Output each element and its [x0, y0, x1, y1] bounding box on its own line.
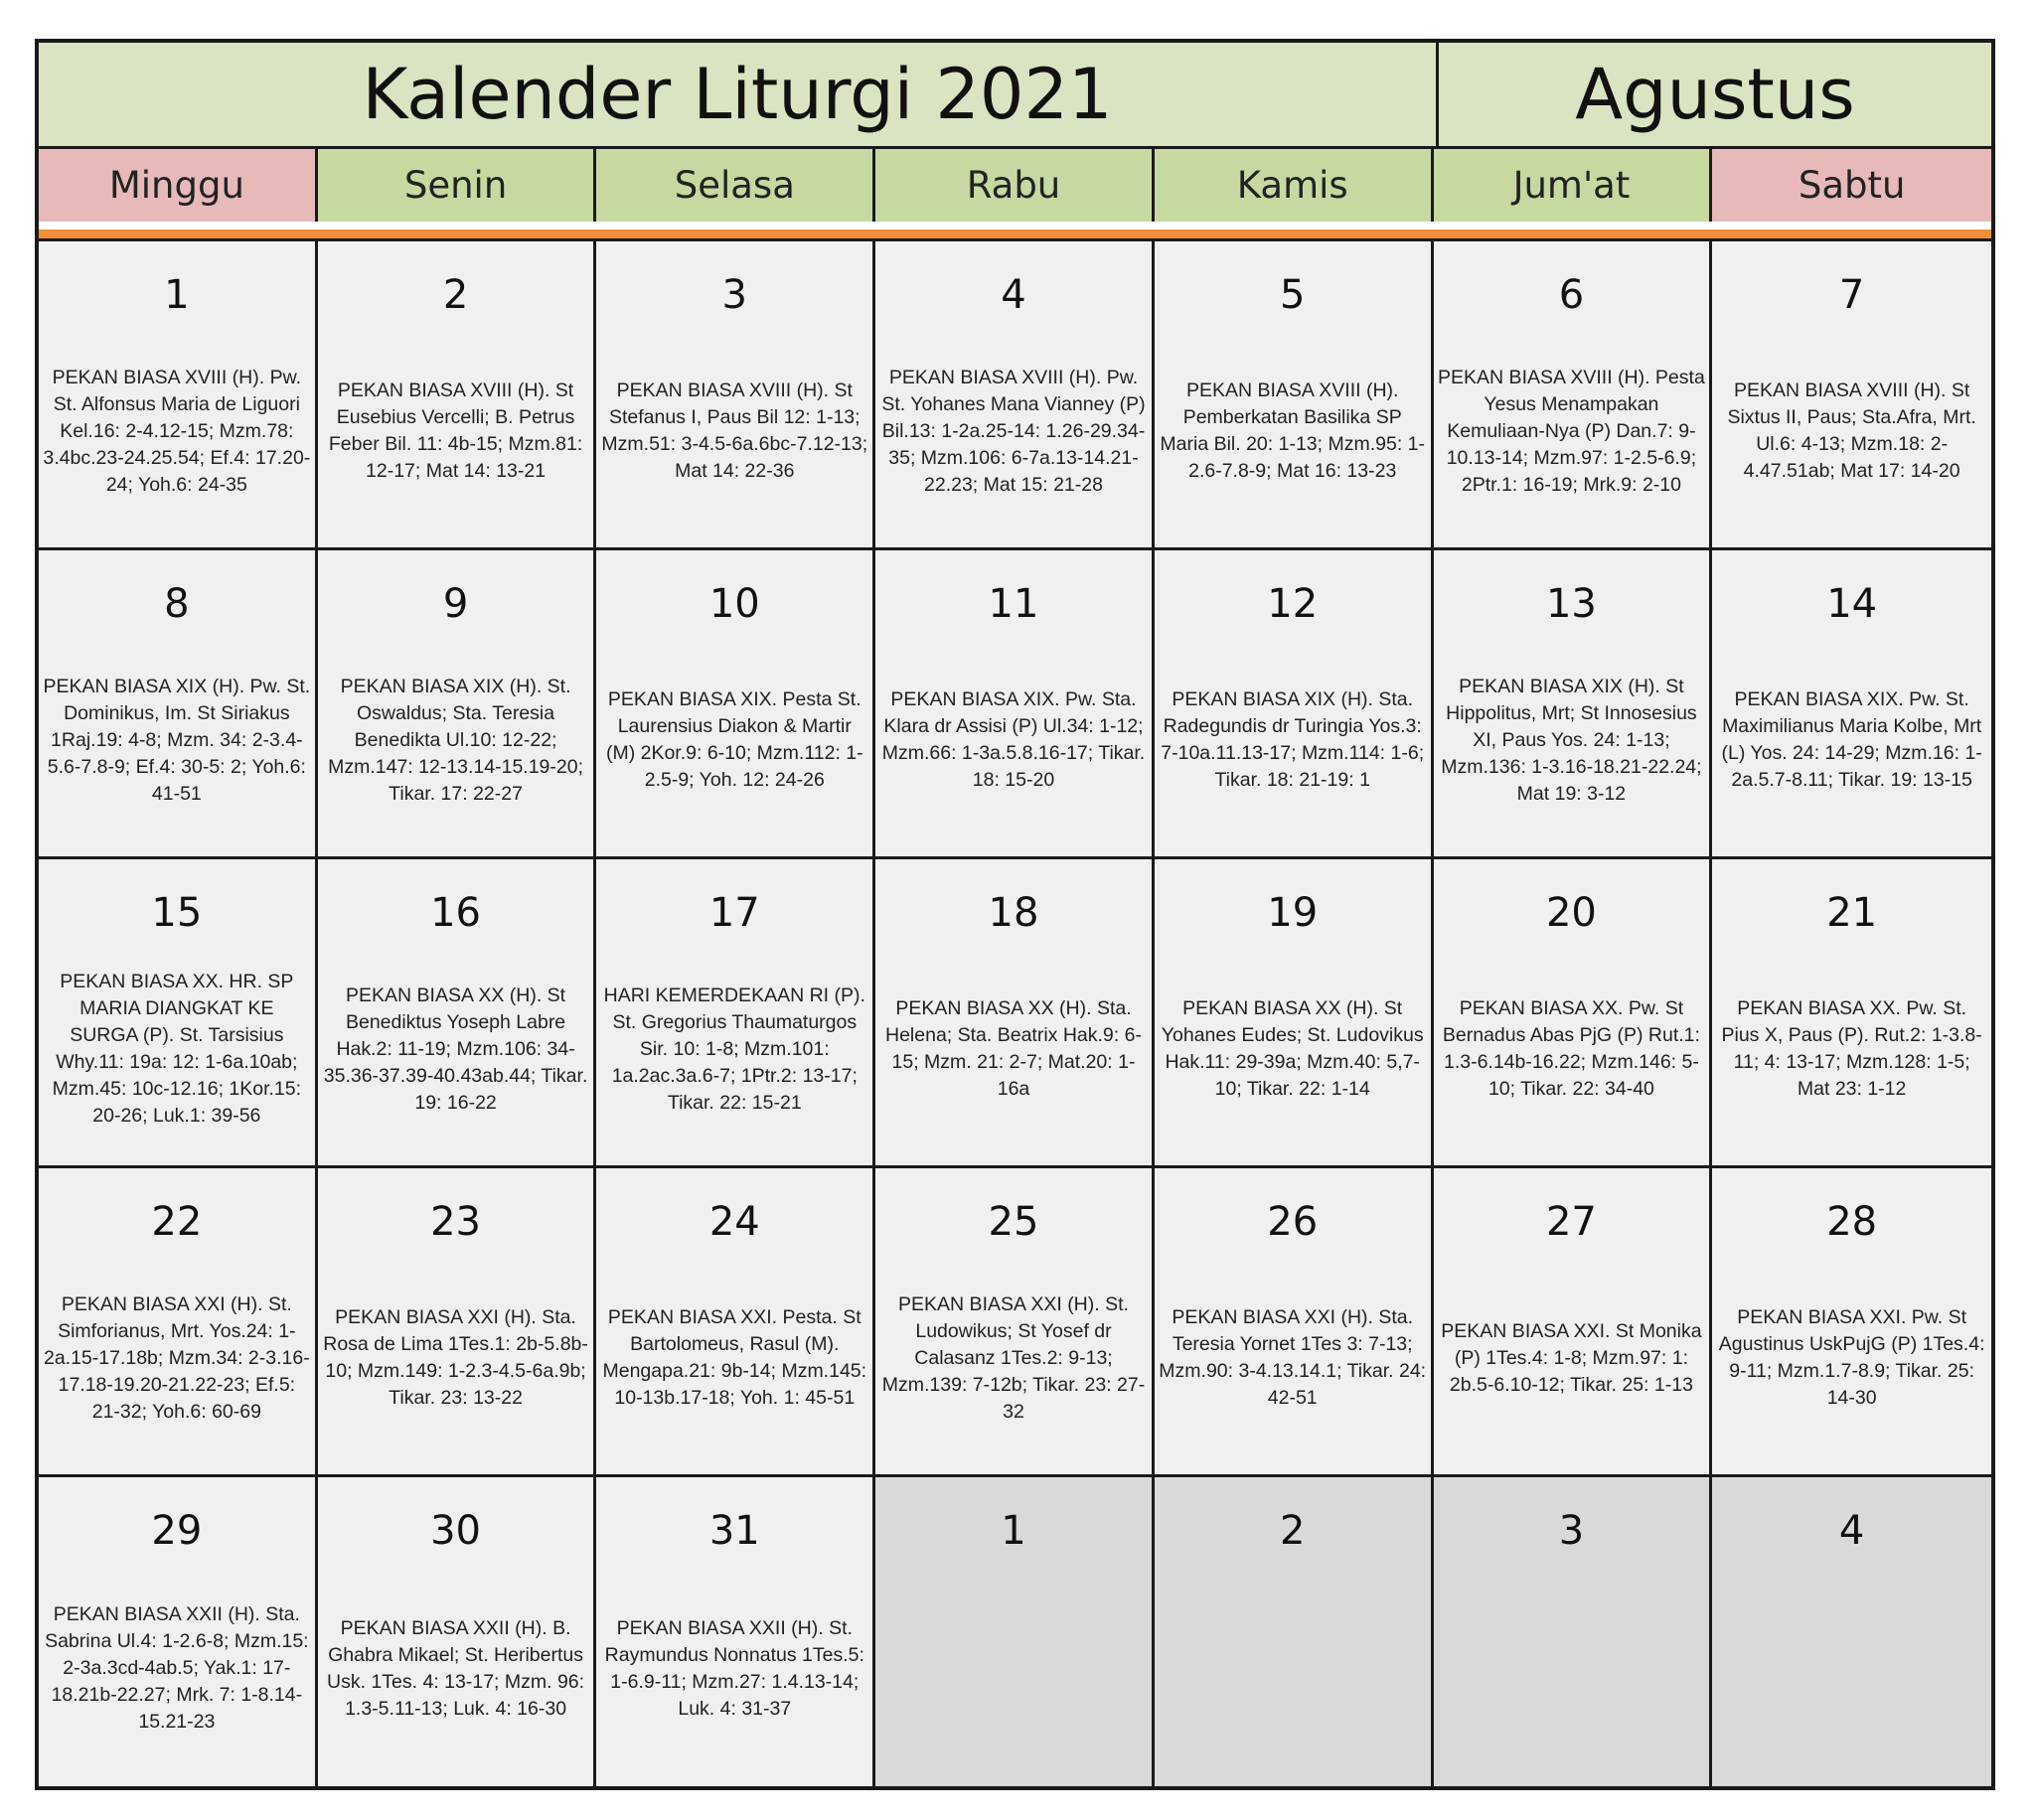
day-number: 30: [430, 1508, 482, 1554]
day-cell: [39, 550, 318, 859]
day-cell: [875, 859, 1155, 1168]
day-number: 5: [1279, 272, 1306, 318]
day-cell: [1434, 241, 1713, 550]
day-number: 4: [1838, 1508, 1865, 1554]
day-number: 11: [988, 581, 1039, 627]
day-number: 23: [430, 1199, 482, 1245]
weekday-header-wednesday: Rabu: [875, 149, 1155, 222]
day-number: 6: [1558, 272, 1585, 318]
day-note-area: [39, 628, 315, 856]
day-note-area: [1434, 1555, 1710, 1786]
day-note-area: [1155, 937, 1431, 1165]
liturgical-calendar: [35, 39, 1995, 1790]
day-grid: [39, 241, 1991, 1786]
day-cell-next-month: [1434, 1477, 1713, 1786]
day-cell: [1155, 241, 1434, 550]
day-cell: [596, 859, 875, 1168]
weekday-header-row: [39, 149, 1991, 222]
day-note-area: [1434, 937, 1710, 1165]
day-number: 19: [1267, 890, 1319, 936]
liturgical-note: PEKAN BIASA XIX. Pw. Sta. Klara dr Assisi (P) Ul.34: 1-12; Mzm.66: 1-3a.5.8.16-17; Tikar. 18: 15-20: [881, 688, 1146, 791]
day-cell: [318, 241, 597, 550]
day-note-area: [318, 937, 594, 1165]
day-note-area: [1712, 937, 1991, 1165]
day-number: 24: [708, 1199, 760, 1245]
day-number: 3: [721, 272, 747, 318]
day-cell: [318, 1168, 597, 1477]
day-number: 25: [988, 1199, 1039, 1245]
day-note-area: [39, 1555, 315, 1786]
day-note-area: [596, 1246, 872, 1474]
liturgical-note: PEKAN BIASA XX. HR. SP MARIA DIANGKAT KE SURGA (P). St. Tarsisius Why.11: 19a: 12: 1-6a.10ab; Mzm.45: 10c-12.16; 1Kor.15: 20-26; Luk.1: 39-56: [52, 971, 302, 1127]
day-note-area: [1434, 319, 1710, 547]
day-number: 28: [1826, 1199, 1878, 1245]
day-cell: [318, 859, 597, 1168]
day-note-area: [318, 319, 594, 547]
liturgical-note: PEKAN BIASA XVIII (H). Pw. St. Yohanes Mana Vianney (P) Bil.13: 1-2a.25-14: 1.26-29.34-35; Mzm.106: 6-7a.13-14.21-22.23; Mat 15: 21-28: [881, 366, 1146, 496]
day-note-area: [1155, 1555, 1431, 1786]
day-cell: [39, 241, 318, 550]
liturgical-note: PEKAN BIASA XXI. Pw. St Agustinus UskPujG (P) 1Tes.4: 9-11; Mzm.1.7-8.9; Tikar. 25: 14-30: [1718, 1306, 1985, 1409]
liturgical-note: PEKAN BIASA XVIII (H). Pw. St. Alfonsus Maria de Liguori Kel.16: 2-4.12-15; Mzm.78: 3.4bc.23-24.25.54; Ef.4: 17.20-24; Yoh.6: 24-35: [43, 366, 311, 496]
day-note-area: [1712, 1246, 1991, 1474]
day-cell: [1712, 1168, 1991, 1477]
day-note-area: [875, 937, 1152, 1165]
day-number: 14: [1826, 581, 1878, 627]
day-note-area: [318, 1246, 594, 1474]
day-number: 16: [430, 890, 482, 936]
separator-gap: [39, 222, 1991, 229]
liturgical-note: PEKAN BIASA XVIII (H). Pemberkatan Basilika SP Maria Bil. 20: 1-13; Mzm.95: 1-2.6-7.8-9; Mat 16: 13-23: [1160, 379, 1425, 482]
liturgical-note: PEKAN BIASA XXI (H). Sta. Rosa de Lima 1Tes.1: 2b-5.8b-10; Mzm.149: 1-2.3-4.5-6a.9b; Tikar. 23: 13-22: [323, 1306, 588, 1409]
day-cell: [318, 1477, 597, 1786]
day-note-area: [1712, 319, 1991, 547]
weekday-header-monday: Senin: [318, 149, 597, 222]
liturgical-note: PEKAN BIASA XVIII (H). St Sixtus II, Paus; Sta.Afra, Mrt. Ul.6: 4-13; Mzm.18: 2-4.47.51ab; Mat 17: 14-20: [1727, 379, 1976, 482]
day-cell: [596, 1168, 875, 1477]
day-note-area: [1434, 1246, 1710, 1474]
day-number: 15: [151, 890, 203, 936]
day-cell: [1712, 241, 1991, 550]
day-note-area: [1712, 628, 1991, 856]
day-note-area: [1712, 1555, 1991, 1786]
day-note-area: [39, 1246, 315, 1474]
liturgical-note: PEKAN BIASA XVIII (H). St Stefanus I, Paus Bil 12: 1-13; Mzm.51: 3-4.5-6a.6bc-7.12-13; Mat 14: 22-36: [601, 379, 868, 482]
day-cell: [1155, 859, 1434, 1168]
weekday-header-tuesday: Selasa: [596, 149, 875, 222]
liturgical-note: PEKAN BIASA XX. Pw. St Bernadus Abas PjG (P) Rut.1: 1.3-6.14b-16.22; Mzm.146: 5-10; Tikar. 22: 34-40: [1442, 997, 1700, 1100]
day-cell: [596, 550, 875, 859]
day-note-area: [875, 1246, 1152, 1474]
day-number: 2: [442, 272, 469, 318]
day-cell: [1155, 550, 1434, 859]
day-note-area: [875, 628, 1152, 856]
day-note-area: [1155, 628, 1431, 856]
liturgical-note: PEKAN BIASA XIX (H). Sta. Radegundis dr Turingia Yos.3: 7-10a.11.13-17; Mzm.114: 1-6; Tikar. 18: 21-19: 1: [1161, 688, 1425, 791]
day-note-area: [39, 937, 315, 1165]
day-note-area: [875, 1555, 1152, 1786]
day-number: 29: [151, 1508, 203, 1554]
day-cell: [875, 1168, 1155, 1477]
day-number: 1: [164, 272, 190, 318]
day-cell: [875, 550, 1155, 859]
day-number: 21: [1826, 890, 1878, 936]
day-note-area: [596, 1555, 872, 1786]
liturgical-note: PEKAN BIASA XX (H). St Yohanes Eudes; St. Ludovikus Hak.11: 29-39a; Mzm.40: 5,7-10; Tikar. 22: 1-14: [1161, 997, 1424, 1100]
day-number: 13: [1545, 581, 1597, 627]
day-cell: [1712, 859, 1991, 1168]
liturgical-note: PEKAN BIASA XXII (H). St. Raymundus Nonnatus 1Tes.5: 1-6.9-11; Mzm.27: 1.4.13-14; Luk. 4: 31-37: [604, 1616, 864, 1720]
day-cell: [318, 550, 597, 859]
liturgical-note: PEKAN BIASA XXII (H). Sta. Sabrina Ul.4: 1-2.6-8; Mzm.15: 2-3a.3cd-4ab.5; Yak.1: 17-18.21b-22.27; Mrk. 7: 1-8.14-15.21-23: [45, 1603, 309, 1733]
title-row: [39, 43, 1991, 149]
day-cell-next-month: [875, 1477, 1155, 1786]
liturgical-note: PEKAN BIASA XIX (H). St Hippolitus, Mrt; St Innosesius XI, Paus Yos. 24: 1-13; Mzm.136: 1-3.16-18.21-22.24; Mat 19: 3-12: [1441, 675, 1702, 805]
day-note-area: [1434, 628, 1710, 856]
day-note-area: [1155, 319, 1431, 547]
liturgical-note: PEKAN BIASA XIX (H). Pw. St. Dominikus, Im. St Siriakus 1Raj.19: 4-8; Mzm. 34: 2-3.4-5.6-7.8-9; Ef.4: 30-5: 2; Yoh.6: 41-51: [43, 675, 311, 805]
weekday-header-thursday: Kamis: [1155, 149, 1434, 222]
day-number: 10: [708, 581, 760, 627]
day-cell-next-month: [1712, 1477, 1991, 1786]
day-cell: [596, 241, 875, 550]
day-cell: [1434, 1168, 1713, 1477]
day-number: 26: [1267, 1199, 1319, 1245]
day-number: 20: [1545, 890, 1597, 936]
day-number: 8: [164, 581, 190, 627]
day-note-area: [318, 628, 594, 856]
day-cell-next-month: [1155, 1477, 1434, 1786]
day-number: 12: [1267, 581, 1319, 627]
day-number: 4: [1001, 272, 1026, 318]
liturgical-note: PEKAN BIASA XX (H). Sta. Helena; Sta. Beatrix Hak.9: 6-15; Mzm. 21: 2-7; Mat.20: 1-16a: [885, 997, 1142, 1100]
day-cell: [596, 1477, 875, 1786]
day-number: 17: [708, 890, 760, 936]
day-note-area: [875, 319, 1152, 547]
day-cell: [1712, 550, 1991, 859]
day-number: 9: [442, 581, 469, 627]
liturgical-note: PEKAN BIASA XXII (H). B. Ghabra Mikael; St. Heribertus Usk. 1Tes. 4: 13-17; Mzm. 96: 1.3-5.11-13; Luk. 4: 16-30: [327, 1616, 585, 1720]
day-number: 7: [1838, 272, 1865, 318]
liturgical-note: PEKAN BIASA XXI (H). St. Simforianus, Mrt. Yos.24: 1-2a.15-17.18b; Mzm.34: 2-3.16-17.18-19.20-21.22-23; Ef.5: 21-32; Yoh.6: 60-69: [43, 1292, 310, 1423]
day-cell: [875, 241, 1155, 550]
day-cell: [1155, 1168, 1434, 1477]
liturgical-note: PEKAN BIASA XIX. Pesta St. Laurensius Diakon & Martir (M) 2Kor.9: 6-10; Mzm.112: 1-2.5-9; Yoh. 12: 24-26: [605, 688, 863, 791]
calendar-title: Kalender Liturgi 2021: [39, 43, 1439, 146]
day-note-area: [318, 1555, 594, 1786]
day-note-area: [596, 937, 872, 1165]
month-title: Agustus: [1439, 43, 1991, 146]
day-note-area: [596, 628, 872, 856]
day-cell: [39, 1477, 318, 1786]
liturgical-note: PEKAN BIASA XXI (H). St. Ludowikus; St Yosef dr Calasanz 1Tes.2: 9-13; Mzm.139: 7-12b; Tikar. 23: 27-32: [881, 1292, 1146, 1423]
day-number: 3: [1558, 1508, 1585, 1554]
liturgical-note: PEKAN BIASA XXI. St Monika (P) 1Tes.4: 1-8; Mzm.97: 1: 2b.5-6.10-12; Tikar. 25: 1-13: [1441, 1319, 1702, 1396]
weekday-header-friday: Jum'at: [1434, 149, 1713, 222]
day-number: 27: [1545, 1199, 1597, 1245]
day-cell: [39, 859, 318, 1168]
liturgical-note: PEKAN BIASA XX. Pw. St. Pius X, Paus (P). Rut.2: 1-3.8-11; 4: 13-17; Mzm.128: 1-5; Mat 23: 1-12: [1721, 997, 1982, 1100]
liturgical-note: PEKAN BIASA XXI. Pesta. St Bartolomeus, Rasul (M). Mengapa.21: 9b-14; Mzm.145: 10-13b.17-18; Yoh. 1: 45-51: [602, 1306, 867, 1409]
liturgical-note: PEKAN BIASA XIX (H). St. Oswaldus; Sta. Teresia Benedikta Ul.10: 12-22; Mzm.147: 12-13.14-15.19-20; Tikar. 17: 22-27: [328, 675, 584, 805]
liturgical-note: PEKAN BIASA XVIII (H). St Eusebius Vercelli; B. Petrus Feber Bil. 11: 4b-15; Mzm.81: 12-17; Mat 14: 13-21: [328, 379, 583, 482]
liturgical-note: PEKAN BIASA XXI (H). Sta. Teresia Yornet 1Tes 3: 7-13; Mzm.90: 3-4.13.14.1; Tikar. 24: 42-51: [1159, 1306, 1427, 1409]
weekday-header-saturday: Sabtu: [1712, 149, 1991, 222]
day-number: 22: [151, 1199, 203, 1245]
day-number: 18: [988, 890, 1039, 936]
day-note-area: [596, 319, 872, 547]
liturgical-note: PEKAN BIASA XIX. Pw. St. Maximilianus Maria Kolbe, Mrt (L) Yos. 24: 14-29; Mzm.16: 1-2a.5.7-8.11; Tikar. 19: 13-15: [1721, 688, 1982, 791]
day-cell: [1434, 550, 1713, 859]
day-note-area: [1155, 1246, 1431, 1474]
day-number: 31: [708, 1508, 760, 1554]
liturgical-note: PEKAN BIASA XX (H). St Benediktus Yoseph Labre Hak.2: 11-19; Mzm.106: 34-35.36-37.39-40.43ab.44; Tikar. 19: 16-22: [323, 984, 588, 1114]
liturgical-note: HARI KEMERDEKAAN RI (P). St. Gregorius Thaumaturgos Sir. 10: 1-8; Mzm.101: 1a.2ac.3a.6-7; 1Ptr.2: 13-17; Tikar. 22: 15-21: [603, 984, 865, 1114]
day-cell: [1434, 859, 1713, 1168]
separator-line: [39, 229, 1991, 241]
day-cell: [39, 1168, 318, 1477]
weekday-header-sunday: Minggu: [39, 149, 318, 222]
day-number: 2: [1279, 1508, 1306, 1554]
liturgical-note: PEKAN BIASA XVIII (H). Pesta Yesus Menampakan Kemuliaan-Nya (P) Dan.7: 9-10.13-14; Mzm.97: 1-2.5-6.9; 2Ptr.1: 16-19; Mrk.9: 2-10: [1438, 366, 1705, 496]
day-number: 1: [1001, 1508, 1026, 1554]
day-note-area: [39, 319, 315, 547]
